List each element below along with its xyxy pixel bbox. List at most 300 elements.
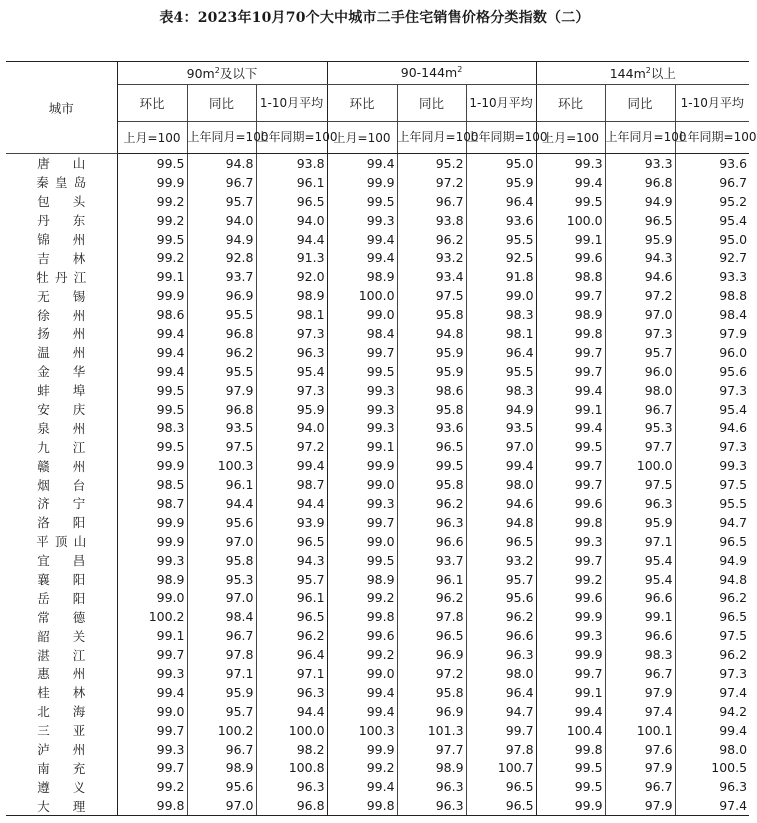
value-cell: 97.5 xyxy=(605,475,675,494)
value-cell: 99.4 xyxy=(117,343,187,362)
value-cell: 99.2 xyxy=(117,777,187,796)
value-cell: 99.4 xyxy=(327,683,397,702)
value-cell: 94.8 xyxy=(719,571,748,587)
value-cell: 96.2 xyxy=(397,588,466,607)
value-cell: 96.2 xyxy=(719,647,748,663)
value-cell: 99.5 xyxy=(536,437,605,456)
value-cell: 99.9 xyxy=(117,456,187,475)
value-cell: 97.3 xyxy=(719,439,748,455)
table-row xyxy=(6,192,749,211)
value-cell: 97.7 xyxy=(605,437,675,456)
value-cell: 99.3 xyxy=(327,494,397,513)
value-cell: 99.9 xyxy=(536,607,605,626)
city-name: 九江 xyxy=(37,439,86,455)
city-cell xyxy=(6,230,117,249)
value-cell: 95.6 xyxy=(187,777,256,796)
value-cell: 98.3 xyxy=(466,381,536,400)
value-cell: 93.6 xyxy=(719,155,748,171)
value-cell: 99.3 xyxy=(117,551,187,570)
value-cell: 93.7 xyxy=(397,551,466,570)
table-row xyxy=(6,721,749,740)
value-cell: 99.5 xyxy=(117,154,187,173)
value-cell: 96.7 xyxy=(187,740,256,759)
value-cell: 95.5 xyxy=(466,230,536,249)
city-cell xyxy=(6,513,117,532)
value-cell: 92.7 xyxy=(719,250,748,266)
value-cell: 94.7 xyxy=(466,702,536,721)
value-cell: 96.8 xyxy=(605,173,675,192)
table-row xyxy=(6,305,749,324)
value-cell: 96.5 xyxy=(256,192,327,211)
value-cell: 94.3 xyxy=(256,551,327,570)
value-cell: 99.8 xyxy=(536,740,605,759)
value-cell: 97.8 xyxy=(187,645,256,664)
table-row xyxy=(6,645,749,664)
value-cell: 95.9 xyxy=(466,173,536,192)
value-cell: 100.0 xyxy=(536,211,605,230)
value-cell: 98.0 xyxy=(466,664,536,683)
city-cell xyxy=(6,305,117,324)
table-row xyxy=(6,702,749,721)
table-row xyxy=(6,437,749,456)
value-cell: 95.8 xyxy=(397,400,466,419)
value-cell: 99.7 xyxy=(117,759,187,778)
value-cell: 96.3 xyxy=(256,777,327,796)
table-row xyxy=(6,456,749,475)
price-index-table xyxy=(6,61,757,816)
value-cell: 99.4 xyxy=(466,456,536,475)
value-cell: 98.3 xyxy=(605,645,675,664)
value-cell: 95.7 xyxy=(187,702,256,721)
city-cell xyxy=(6,645,117,664)
value-cell: 99.7 xyxy=(327,513,397,532)
table-row xyxy=(6,740,749,759)
value-cell: 93.2 xyxy=(466,551,536,570)
value-cell: 96.1 xyxy=(256,588,327,607)
table-row xyxy=(6,362,749,381)
value-cell: 96.2 xyxy=(397,230,466,249)
value-cell: 99.4 xyxy=(327,777,397,796)
value-cell: 99.1 xyxy=(117,267,187,286)
city-column-header: 城市 xyxy=(6,62,117,154)
value-cell: 96.3 xyxy=(397,796,466,815)
value-cell: 95.7 xyxy=(605,343,675,362)
value-cell: 97.9 xyxy=(605,759,675,778)
value-cell: 97.5 xyxy=(397,286,466,305)
value-cell: 100.5 xyxy=(711,760,748,776)
city-name: 丹东 xyxy=(37,213,86,229)
value-cell: 97.4 xyxy=(719,684,748,700)
value-cell: 98.4 xyxy=(719,307,748,323)
value-cell: 98.9 xyxy=(536,305,605,324)
value-cell: 95.4 xyxy=(719,401,748,417)
value-cell: 100.0 xyxy=(605,456,675,475)
group-header-small xyxy=(117,62,327,85)
city-name: 大理 xyxy=(37,798,86,814)
value-cell: 96.0 xyxy=(719,344,748,360)
value-cell: 96.2 xyxy=(719,590,748,606)
value-cell: 99.3 xyxy=(327,381,397,400)
value-cell: 94.2 xyxy=(719,703,748,719)
value-cell: 96.3 xyxy=(397,777,466,796)
city-cell xyxy=(6,740,117,759)
base-last-month: 上月=100 xyxy=(536,122,605,154)
value-cell: 99.5 xyxy=(117,230,187,249)
value-cell: 99.5 xyxy=(536,192,605,211)
value-cell: 99.2 xyxy=(536,570,605,589)
value-cell: 100.2 xyxy=(117,607,187,626)
value-cell: 99.3 xyxy=(719,458,748,474)
value-cell: 99.6 xyxy=(536,248,605,267)
value-cell: 93.9 xyxy=(256,513,327,532)
value-cell: 95.3 xyxy=(605,418,675,437)
value-cell: 97.4 xyxy=(675,796,749,815)
value-cell: 95.4 xyxy=(719,212,748,228)
value-cell: 95.8 xyxy=(397,305,466,324)
value-cell: 100.2 xyxy=(187,721,256,740)
value-cell: 99.9 xyxy=(327,740,397,759)
value-cell: 95.9 xyxy=(605,230,675,249)
value-cell: 96.3 xyxy=(256,343,327,362)
city-name: 徐州 xyxy=(37,307,86,323)
value-cell: 96.5 xyxy=(719,609,748,625)
value-cell: 95.6 xyxy=(719,363,748,379)
value-cell: 96.5 xyxy=(466,777,536,796)
value-cell: 99.3 xyxy=(327,418,397,437)
value-cell: 96.4 xyxy=(256,645,327,664)
city-cell xyxy=(6,437,117,456)
city-name: 牡丹江 xyxy=(36,269,87,285)
group-label: 90-144m xyxy=(400,65,458,81)
city-cell xyxy=(6,796,117,815)
city-cell xyxy=(6,248,117,267)
value-cell: 99.8 xyxy=(117,796,187,815)
value-cell: 99.4 xyxy=(117,683,187,702)
value-cell: 99.7 xyxy=(536,664,605,683)
value-cell: 99.6 xyxy=(327,626,397,645)
city-cell xyxy=(6,154,117,173)
value-cell: 99.0 xyxy=(327,664,397,683)
value-cell: 95.7 xyxy=(466,570,536,589)
value-cell: 99.6 xyxy=(536,494,605,513)
value-cell: 98.0 xyxy=(605,381,675,400)
value-cell: 99.2 xyxy=(117,211,187,230)
value-cell: 99.3 xyxy=(536,626,605,645)
value-cell: 99.4 xyxy=(536,418,605,437)
value-cell: 96.4 xyxy=(466,192,536,211)
value-cell: 97.1 xyxy=(256,664,327,683)
value-cell: 96.4 xyxy=(466,683,536,702)
value-cell: 96.6 xyxy=(397,532,466,551)
value-cell: 99.9 xyxy=(117,286,187,305)
city-name: 惠州 xyxy=(37,666,86,682)
value-cell: 99.9 xyxy=(327,456,397,475)
value-cell: 98.9 xyxy=(256,286,327,305)
value-cell: 96.2 xyxy=(397,494,466,513)
value-cell: 99.4 xyxy=(117,362,187,381)
value-cell: 93.7 xyxy=(187,267,256,286)
city-name: 烟台 xyxy=(37,477,86,493)
value-cell: 99.3 xyxy=(536,532,605,551)
value-cell: 94.9 xyxy=(187,230,256,249)
value-cell: 99.1 xyxy=(536,230,605,249)
value-cell: 97.0 xyxy=(187,796,256,815)
value-cell: 92.0 xyxy=(256,267,327,286)
value-cell: 98.0 xyxy=(466,475,536,494)
value-cell: 99.4 xyxy=(327,154,397,173)
city-name: 锦州 xyxy=(37,232,86,247)
value-cell: 97.5 xyxy=(719,628,748,644)
value-cell: 96.3 xyxy=(719,779,748,795)
city-name: 三亚 xyxy=(37,723,86,739)
value-cell: 99.0 xyxy=(117,702,187,721)
value-cell: 94.6 xyxy=(605,267,675,286)
value-cell: 99.7 xyxy=(117,721,187,740)
value-cell: 98.2 xyxy=(256,740,327,759)
value-cell: 97.8 xyxy=(466,740,536,759)
value-cell: 96.3 xyxy=(397,513,466,532)
value-cell: 93.5 xyxy=(187,418,256,437)
city-name: 洛阳 xyxy=(37,515,86,531)
city-cell xyxy=(6,607,117,626)
table-row xyxy=(6,400,749,419)
value-cell: 99.5 xyxy=(117,381,187,400)
city-cell xyxy=(6,211,117,230)
value-cell: 98.7 xyxy=(256,475,327,494)
value-cell: 97.8 xyxy=(397,607,466,626)
value-cell: 100.0 xyxy=(327,286,397,305)
value-cell: 99.4 xyxy=(256,456,327,475)
value-cell: 93.5 xyxy=(466,418,536,437)
city-cell xyxy=(6,173,117,192)
value-cell: 98.4 xyxy=(327,324,397,343)
ytd-avg-header: 1-10月平均 xyxy=(256,85,327,122)
value-cell: 96.7 xyxy=(605,777,675,796)
table-row xyxy=(6,230,749,249)
value-cell: 97.2 xyxy=(397,664,466,683)
value-cell: 97.9 xyxy=(187,381,256,400)
value-cell: 99.0 xyxy=(327,532,397,551)
city-cell xyxy=(6,702,117,721)
table-row xyxy=(6,607,749,626)
value-cell: 95.4 xyxy=(256,362,327,381)
value-cell: 99.5 xyxy=(536,759,605,778)
value-cell: 99.0 xyxy=(466,286,536,305)
city-cell xyxy=(6,532,117,551)
value-cell: 99.6 xyxy=(536,588,605,607)
value-cell: 93.6 xyxy=(466,211,536,230)
value-cell: 95.7 xyxy=(256,570,327,589)
value-cell: 91.3 xyxy=(256,248,327,267)
table-row xyxy=(6,796,749,815)
value-cell: 99.7 xyxy=(117,645,187,664)
value-cell: 99.5 xyxy=(397,456,466,475)
value-cell: 98.8 xyxy=(536,267,605,286)
value-cell: 96.7 xyxy=(187,626,256,645)
city-name: 宜昌 xyxy=(37,553,86,569)
value-cell: 97.9 xyxy=(605,796,675,815)
base-same-period: 上年同期=100 xyxy=(256,122,327,154)
value-cell: 99.1 xyxy=(536,683,605,702)
value-cell: 94.9 xyxy=(719,552,748,568)
value-cell: 93.2 xyxy=(397,248,466,267)
value-cell: 95.7 xyxy=(187,192,256,211)
value-cell: 96.8 xyxy=(256,796,327,815)
value-cell: 98.4 xyxy=(187,607,256,626)
value-cell: 97.3 xyxy=(605,324,675,343)
value-cell: 96.8 xyxy=(187,324,256,343)
city-name: 包头 xyxy=(37,194,86,210)
city-name: 济宁 xyxy=(37,496,86,512)
city-name: 唐山 xyxy=(37,156,86,172)
group-label-tail: 及以下 xyxy=(219,66,258,81)
value-cell: 94.8 xyxy=(466,513,536,532)
value-cell: 96.9 xyxy=(397,645,466,664)
value-cell: 96.2 xyxy=(466,607,536,626)
value-cell: 99.1 xyxy=(327,437,397,456)
value-cell: 99.7 xyxy=(536,456,605,475)
value-cell: 98.3 xyxy=(466,305,536,324)
city-cell xyxy=(6,626,117,645)
city-cell xyxy=(6,664,117,683)
value-cell: 99.9 xyxy=(327,173,397,192)
table-row xyxy=(6,759,749,778)
value-cell: 95.6 xyxy=(187,513,256,532)
mom-header: 环比 xyxy=(117,85,187,122)
value-cell: 99.2 xyxy=(327,645,397,664)
value-cell: 96.6 xyxy=(605,626,675,645)
group-label-sup: 2 xyxy=(214,65,220,75)
value-cell: 96.5 xyxy=(719,533,748,549)
page-title: 表4：2023年10月70个大中城市二手住宅销售价格分类指数（二） xyxy=(159,10,590,26)
base-same-period: 上年同期=100 xyxy=(675,122,749,154)
value-cell: 101.3 xyxy=(397,721,466,740)
value-cell: 97.6 xyxy=(605,740,675,759)
value-cell: 94.3 xyxy=(605,248,675,267)
value-cell: 100.4 xyxy=(536,721,605,740)
yoy-header: 同比 xyxy=(187,85,256,122)
city-name: 赣州 xyxy=(37,458,86,474)
value-cell: 99.0 xyxy=(327,305,397,324)
city-name: 北海 xyxy=(37,704,86,720)
value-cell: 99.5 xyxy=(327,362,397,381)
value-cell: 95.9 xyxy=(256,400,327,419)
base-last-month: 上月=100 xyxy=(117,122,187,154)
group-label-sup: 2 xyxy=(457,65,463,75)
value-cell: 99.8 xyxy=(327,796,397,815)
value-cell: 96.4 xyxy=(466,343,536,362)
value-cell: 98.9 xyxy=(187,759,256,778)
value-cell: 96.5 xyxy=(397,626,466,645)
city-name: 桂林 xyxy=(37,685,86,701)
value-cell: 97.0 xyxy=(466,437,536,456)
city-cell xyxy=(6,267,117,286)
value-cell: 99.0 xyxy=(327,475,397,494)
value-cell: 99.4 xyxy=(117,324,187,343)
table-row xyxy=(6,286,749,305)
base-same-month: 上年同月=100 xyxy=(187,122,256,154)
value-cell: 97.2 xyxy=(397,173,466,192)
value-cell: 98.3 xyxy=(117,418,187,437)
value-cell: 94.9 xyxy=(466,400,536,419)
group-label-tail: 以上 xyxy=(650,66,676,81)
table-row xyxy=(6,418,749,437)
city-name: 安庆 xyxy=(37,402,86,418)
value-cell: 95.9 xyxy=(397,362,466,381)
base-same-month: 上年同月=100 xyxy=(397,122,466,154)
value-cell: 95.2 xyxy=(397,154,466,173)
value-cell: 99.4 xyxy=(327,230,397,249)
city-cell xyxy=(6,343,117,362)
value-cell: 99.9 xyxy=(117,173,187,192)
city-name: 湛江 xyxy=(37,647,86,663)
value-cell: 96.5 xyxy=(605,211,675,230)
value-cell: 99.7 xyxy=(327,343,397,362)
value-cell: 99.5 xyxy=(327,192,397,211)
value-cell: 96.9 xyxy=(397,702,466,721)
value-cell: 94.4 xyxy=(256,494,327,513)
table-row xyxy=(6,381,749,400)
value-cell: 93.6 xyxy=(397,418,466,437)
value-cell: 95.8 xyxy=(397,475,466,494)
group-header-medium xyxy=(327,62,536,85)
city-cell xyxy=(6,494,117,513)
value-cell: 95.4 xyxy=(605,570,675,589)
value-cell: 97.3 xyxy=(256,381,327,400)
table-row xyxy=(6,173,749,192)
value-cell: 96.5 xyxy=(397,437,466,456)
value-cell: 97.3 xyxy=(719,382,748,398)
value-cell: 98.9 xyxy=(327,267,397,286)
value-cell: 94.0 xyxy=(256,418,327,437)
value-cell: 99.4 xyxy=(536,173,605,192)
table-row xyxy=(6,570,749,589)
value-cell: 96.5 xyxy=(466,532,536,551)
value-cell: 99.4 xyxy=(536,381,605,400)
city-name: 岳阳 xyxy=(37,590,86,606)
value-cell: 99.1 xyxy=(536,400,605,419)
value-cell: 97.2 xyxy=(256,437,327,456)
value-cell: 96.0 xyxy=(605,362,675,381)
value-cell: 96.2 xyxy=(256,626,327,645)
mom-header: 环比 xyxy=(536,85,605,122)
city-cell xyxy=(6,192,117,211)
value-cell: 96.7 xyxy=(397,192,466,211)
value-cell: 92.8 xyxy=(187,248,256,267)
table-row xyxy=(6,626,749,645)
value-cell: 92.5 xyxy=(466,248,536,267)
value-cell: 99.4 xyxy=(536,702,605,721)
table-row xyxy=(6,664,749,683)
yoy-header: 同比 xyxy=(605,85,675,122)
city-name: 泉州 xyxy=(37,420,86,436)
value-cell: 98.8 xyxy=(719,288,748,304)
city-cell xyxy=(6,588,117,607)
value-cell: 98.9 xyxy=(397,759,466,778)
value-cell: 99.8 xyxy=(536,324,605,343)
value-cell: 96.5 xyxy=(256,607,327,626)
value-cell: 94.4 xyxy=(256,702,327,721)
city-cell xyxy=(6,286,117,305)
city-name: 金华 xyxy=(37,364,86,380)
yoy-header: 同比 xyxy=(397,85,466,122)
value-cell: 96.9 xyxy=(187,286,256,305)
value-cell: 96.7 xyxy=(605,664,675,683)
value-cell: 96.2 xyxy=(187,343,256,362)
value-cell: 96.5 xyxy=(256,532,327,551)
value-cell: 96.1 xyxy=(187,475,256,494)
value-cell: 93.3 xyxy=(719,269,748,285)
